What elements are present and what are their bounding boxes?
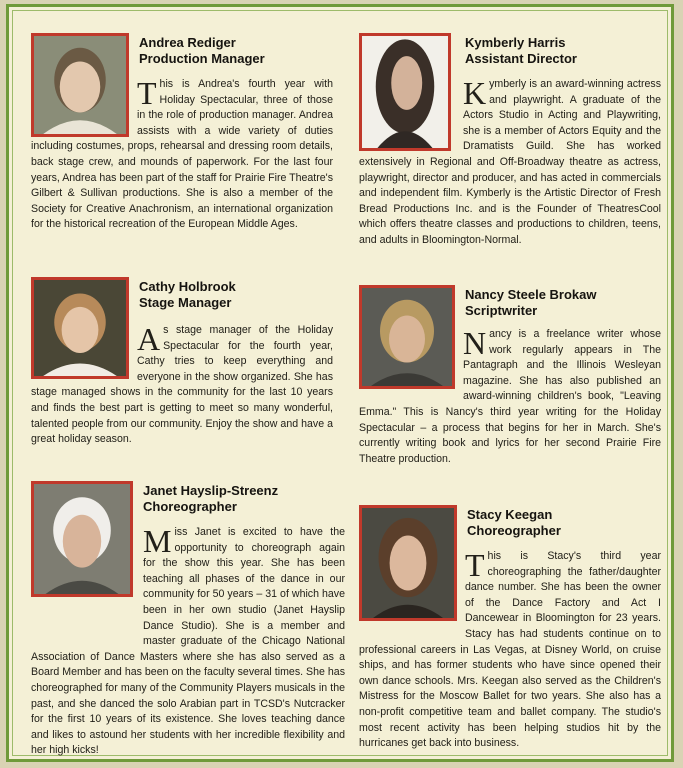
bio-role: Choreographer [467,523,561,538]
bio-name: Cathy Holbrook [139,279,236,294]
drop-cap: M [143,523,172,559]
drop-cap: N [463,325,487,361]
bio-body: ancy is a freelance writer whose work regularly appears in The Pantagraph and the Illinois Wesleyan magazine. She has also published an award-winning children's book, "Leaving Emma." This is Nancy's third year writing for the Holiday Spectacular – a process that begins for her in March. She's currently writing book and lyrics for her second Prairie Fire Theatre production. [359,328,661,465]
bio-role: Assistant Director [465,51,577,66]
bio-nancy [359,285,661,465]
bio-andrea [31,33,333,243]
bio-name: Janet Hayslip-Streenz [143,483,279,498]
bio-kymberly [359,33,661,246]
bio-text-janet [31,525,345,759]
drop-cap: K [463,75,487,111]
drop-cap: T [137,75,157,111]
bio-role: Scriptwriter [465,303,538,318]
bio-cathy [31,277,333,447]
bio-body: s stage manager of the Holiday Spectacular for the fourth year, Cathy tries to keep everything and everyone in the show organized. She has stage managed shows in the community for the last 10 years and finds the best part is getting to meet so many wonderful, talented people from our community. Enjoy the show and have a great holiday season. [31,324,333,446]
bio-role: Stage Manager [139,295,232,310]
bio-text-kymberly [359,77,661,249]
bio-body: ymberly is an award-winning actress and playwright. A graduate of the Actors Studio in Acting and Playwriting, she is a member of Actors Equity and the Dramatists Guild. She has worked extensively in Regional and Off-Broadway theatre as actress, playwright, director and producer, and has acted in commercials and independent film. Kymberly is the Artistic Director of Fresh Bread Productions Inc. and is the Founder of TheatresCool which offers theatre classes and productions to children, teens, and adults in Bloomington-Normal. [359,78,661,246]
bio-heading-kymberly [465,35,577,67]
bio-stacy [359,505,661,751]
program-page [6,4,674,762]
bio-role: Choreographer [143,499,237,514]
bio-name: Kymberly Harris [465,35,566,50]
bio-text-cathy [31,323,333,448]
bio-heading-andrea [139,35,265,67]
bio-text-andrea [31,77,333,233]
bio-janet [31,481,345,757]
bio-text-stacy [359,549,661,752]
bio-role: Production Manager [139,51,265,66]
drop-cap: T [465,547,485,583]
bio-name: Nancy Steele Brokaw [465,287,597,302]
drop-cap: A [137,321,161,357]
bio-text-nancy [359,327,661,467]
bio-heading-nancy [465,287,597,319]
bio-heading-janet [143,483,278,515]
bio-body: iss Janet is excited to have the opportunity to choreograph again for the show this year. She has been teaching all phases of the dance in our community for 50 years – 31 of which have been in her own studio (Janet Hayslip Dance Studio). She is a member and master graduate of the Chicago National Association of Dance Masters where she has also served as a Board Member and has been on the faculty several times. She has choreographed for many of the Community Players musicals in the past, and she danced the solo Arabian part in TCSD's Nutcracker for the first 10 years of its existence. She loves teaching dance and likes to astound her students with her incredible flexibility and her high kicks! [31,526,345,757]
bio-heading-cathy [139,279,236,311]
bio-heading-stacy [467,507,561,539]
bio-name: Stacy Keegan [467,507,553,522]
bio-body: his is Stacy's third year choreographing the father/daughter dance number. She has been the owner of the Dance Factory and Act I Dancewear in Bloomington for 23 years. Stacy has had students continue on to professional careers in Las Vegas, at Disney World, on cruise ships, and has former students who have since opened their own dance schools. Mrs. Keegan also served as the Children's Mistress for the Moscow Ballet for two years. She also has a non-profit competitive team and ballet company. The studio's most recent activity has been helping studios hit by the hurricanes get back into business. [359,550,661,750]
bio-body: his is Andrea's fourth year with Holiday Spectacular, three of those in the role of production manager. Andrea assists with a wide variety of duties including costumes, props, rehearsal and dressing room details, back stage crew, and mounds of paperwork. For the last four years, Andrea has been part of the staff for Prairie Fire Theatre's Gilbert & Sullivan productions. She is also a member of the Society for Creative Anachronism, an international organization for the historical recreation of the European Middle Ages. [31,78,333,231]
bio-name: Andrea Rediger [139,35,236,50]
